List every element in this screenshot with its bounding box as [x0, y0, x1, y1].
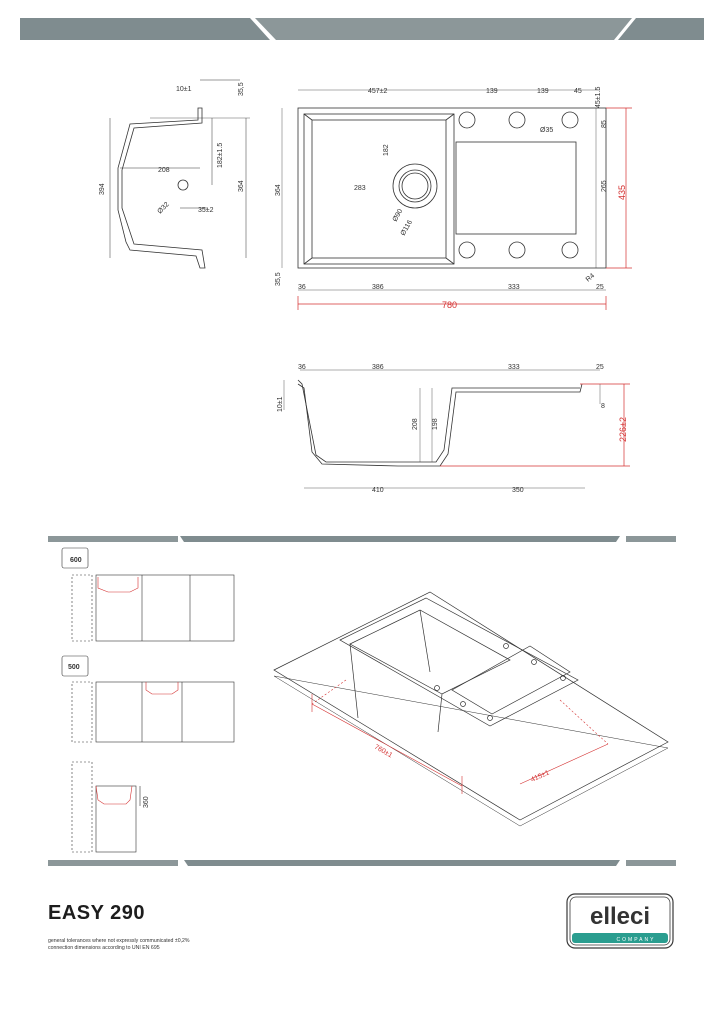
- top-offset-85: 85: [601, 120, 608, 128]
- top-drain-d116: Ø116: [399, 219, 415, 237]
- top-right-25: 25: [596, 284, 604, 291]
- logo-text: elleci: [589, 903, 651, 930]
- side-height-394: 394: [99, 183, 106, 195]
- mid-band: [48, 536, 676, 542]
- top-drainer-333: 333: [508, 284, 520, 291]
- top-view-drawing: [282, 90, 606, 290]
- lower-band: [48, 860, 676, 866]
- side-view-drawing: [110, 80, 250, 268]
- section-bowl-386: 386: [372, 364, 384, 371]
- section-view-drawing: [284, 370, 600, 488]
- iso-drawing: [274, 592, 668, 826]
- section-rim-tol: 10±1: [277, 396, 284, 412]
- install-360: [72, 762, 140, 852]
- install-500: [62, 656, 234, 742]
- product-title: EASY 290: [48, 902, 146, 924]
- header-band: [20, 18, 704, 40]
- iso-cut-width: 415±1: [529, 769, 551, 784]
- top-drain-x: 283: [354, 185, 366, 192]
- top-hole-dia: Ø35: [540, 127, 554, 134]
- section-drainer-333: 333: [508, 364, 520, 371]
- top-edge-tol: 45±1.5: [595, 86, 602, 108]
- side-drain-dist: 35±2: [198, 207, 214, 214]
- top-edge-offset: 45: [574, 88, 582, 95]
- side-drain-dia: Ø32: [156, 201, 171, 216]
- side-top-tol: 10±1: [176, 86, 192, 93]
- top-height-total: 435: [617, 184, 627, 200]
- iso-red-dims: [312, 680, 608, 794]
- top-bowl-386: 386: [372, 284, 384, 291]
- top-hole-spacing-1: 139: [486, 88, 498, 95]
- top-dim-265: 265: [601, 180, 608, 192]
- install-360-label: 360: [143, 796, 150, 808]
- section-rim-8: 8: [601, 403, 605, 410]
- top-radius: R4: [584, 272, 597, 284]
- elleci-logo: [566, 893, 674, 949]
- note-tolerance: general tolerances where not expressly communicated ±0,2%: [48, 938, 190, 944]
- iso-cut-length: 760±1: [373, 743, 394, 760]
- section-depth-198: 198: [432, 418, 439, 430]
- top-hole-spacing-2: 139: [537, 88, 549, 95]
- top-height-left: 364: [275, 184, 282, 196]
- side-drain-height: 182±1.5: [217, 142, 224, 168]
- top-left-36: 36: [298, 284, 306, 291]
- side-top-right: 35,5: [238, 82, 245, 96]
- top-margin-bottom: 35,5: [275, 272, 282, 286]
- top-view-red-dims: [298, 108, 632, 310]
- side-height-364: 364: [238, 180, 245, 192]
- install-500-label: 500: [68, 664, 80, 671]
- top-bowl-width: 457±2: [368, 88, 388, 95]
- top-drain-y: 182: [383, 144, 390, 156]
- note-connection: connection dimensions according to UNI EN 695: [48, 945, 160, 951]
- top-total: 780: [442, 300, 458, 310]
- install-600: [62, 548, 234, 641]
- section-red-dims: [440, 384, 630, 466]
- section-right-25: 25: [596, 364, 604, 371]
- section-depth-208: 208: [412, 418, 419, 430]
- logo-subtext: COMPANY: [616, 937, 656, 943]
- section-total-depth: 226±2: [618, 417, 628, 442]
- top-drain-d90: Ø90: [391, 208, 405, 223]
- section-bottom-410: 410: [372, 487, 384, 494]
- section-bottom-350: 350: [512, 487, 524, 494]
- section-left-36: 36: [298, 364, 306, 371]
- install-600-label: 600: [70, 557, 82, 564]
- side-bowl-offset: 208: [158, 167, 170, 174]
